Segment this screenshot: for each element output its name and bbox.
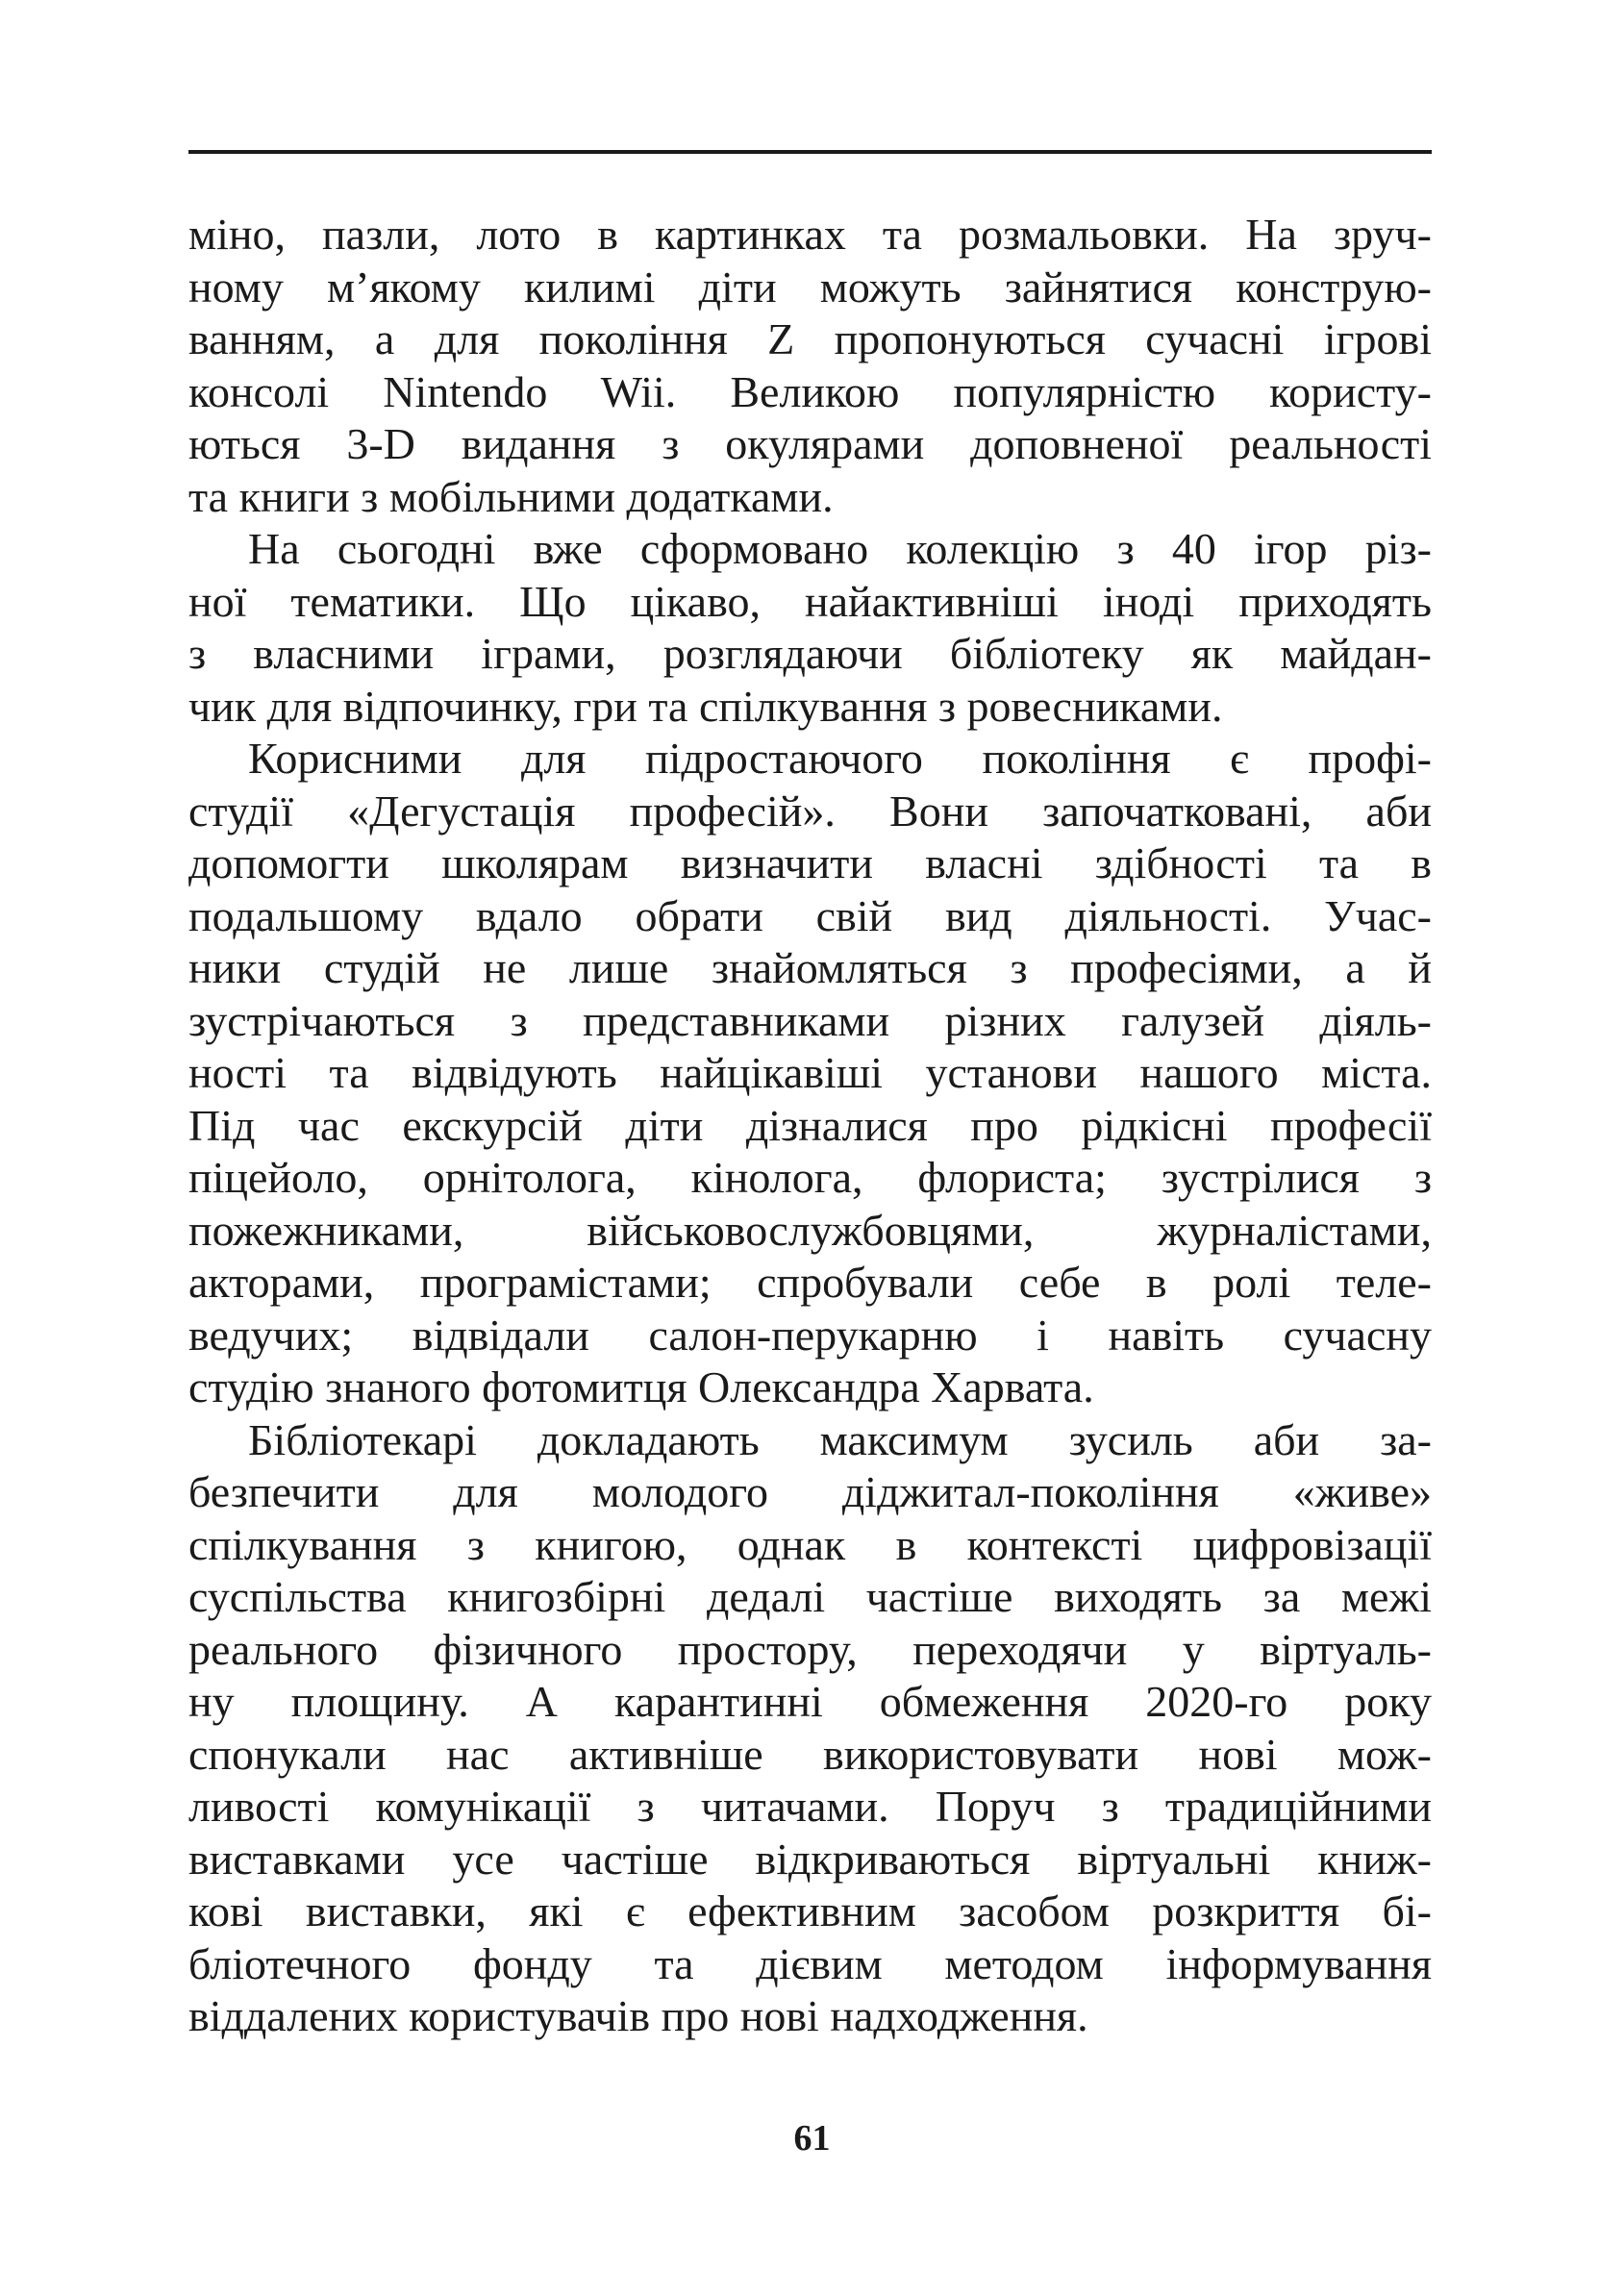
text-line: ному м’якому килимі діти можуть зайнятися конструю-	[188, 262, 1432, 312]
text-line: На сьогодні вже сформовано колекцію з 40 ігор різ-	[248, 524, 1432, 573]
text-line: спілкування з книгою, однак в контексті цифровізації	[188, 1519, 1432, 1569]
text-line: ванням, а для покоління Z пропонуються сучасні ігрові	[188, 314, 1432, 363]
text-line: Корисними для підростаючого покоління є профі-	[248, 734, 1432, 783]
text-line: студію знаного фотомитця Олександра Харвата.	[188, 1362, 1094, 1411]
text-line: акторами, програмістами; спробували себе в ролі теле-	[188, 1258, 1432, 1307]
text-line: ної тематики. Що цікаво, найактивніші іноді приходять	[188, 576, 1432, 626]
text-line: ну площину. А карантинні обмеження 2020-го року	[188, 1677, 1432, 1726]
text-line: ності та відвідують найцікавіші установи нашого міста.	[188, 1048, 1432, 1097]
header-rule	[188, 150, 1432, 154]
text-line: допомогти школярам визначити власні здібності та в	[188, 838, 1432, 887]
text-line: ливості комунікації з читачами. Поруч з традиційними	[188, 1782, 1432, 1831]
paragraph	[188, 209, 1432, 523]
text-line: Під час екскурсій діти дізналися про рідкісні професії	[188, 1100, 1432, 1150]
text-line: виставками усе частіше відкриваються віртуальні книж-	[188, 1834, 1432, 1884]
text-line: зустрічаються з представниками різних галузей діяль-	[188, 995, 1432, 1045]
text-line: спонукали нас активніше використовувати нові мож-	[188, 1729, 1432, 1779]
text-line: безпечити для молодого діджитал-покоління «живе»	[188, 1467, 1432, 1516]
paragraph	[188, 523, 1432, 733]
text-line: реального фізичного простору, переходячи у віртуаль-	[188, 1624, 1432, 1674]
text-line: суспільства книгозбірні дедалі частіше виходять за межі	[188, 1572, 1432, 1621]
text-line: ведучих; відвідали салон-перукарню і навіть сучасну	[188, 1310, 1432, 1360]
text-line: кові виставки, які є ефективним засобом розкриття бі-	[188, 1886, 1432, 1935]
text-line: міно, пазли, лото в картинках та розмальовки. На зруч-	[188, 210, 1432, 259]
text-line: віддалених користувачів про нові надходження.	[188, 1991, 1088, 2040]
text-line: пожежниками, військовослужбовцями, журналістами,	[188, 1205, 1432, 1255]
paragraph	[188, 733, 1432, 1414]
text-line: ються 3-D видання з окулярами доповненої реальності	[188, 419, 1432, 468]
text-line: Бібліотекарі докладають максимум зусиль аби за-	[248, 1414, 1432, 1464]
text-line: консолі Nintendo Wii. Великою популярністю користу-	[188, 366, 1432, 416]
body-text	[188, 209, 1432, 2043]
text-line: бліотечного фонду та дієвим методом інформування	[188, 1938, 1432, 1988]
text-line: студії «Дегустація професій». Вони започатковані, аби	[188, 786, 1432, 836]
paragraph	[188, 1414, 1432, 2043]
text-line: подальшому вдало обрати свій вид діяльності. Учас-	[188, 890, 1432, 940]
text-line: піцейоло, орнітолога, кінолога, флориста; зустрілися з	[188, 1153, 1432, 1202]
text-line: з власними іграми, розглядаючи бібліотеку як майдан-	[188, 629, 1432, 678]
text-line: чик для відпочинку, гри та спілкування з ровесниками.	[188, 681, 1223, 731]
page-number: 61	[793, 2118, 831, 2159]
text-line: ники студій не лише знайомляться з професіями, а й	[188, 943, 1432, 992]
text-line: та книги з мобільними додатками.	[188, 471, 834, 521]
